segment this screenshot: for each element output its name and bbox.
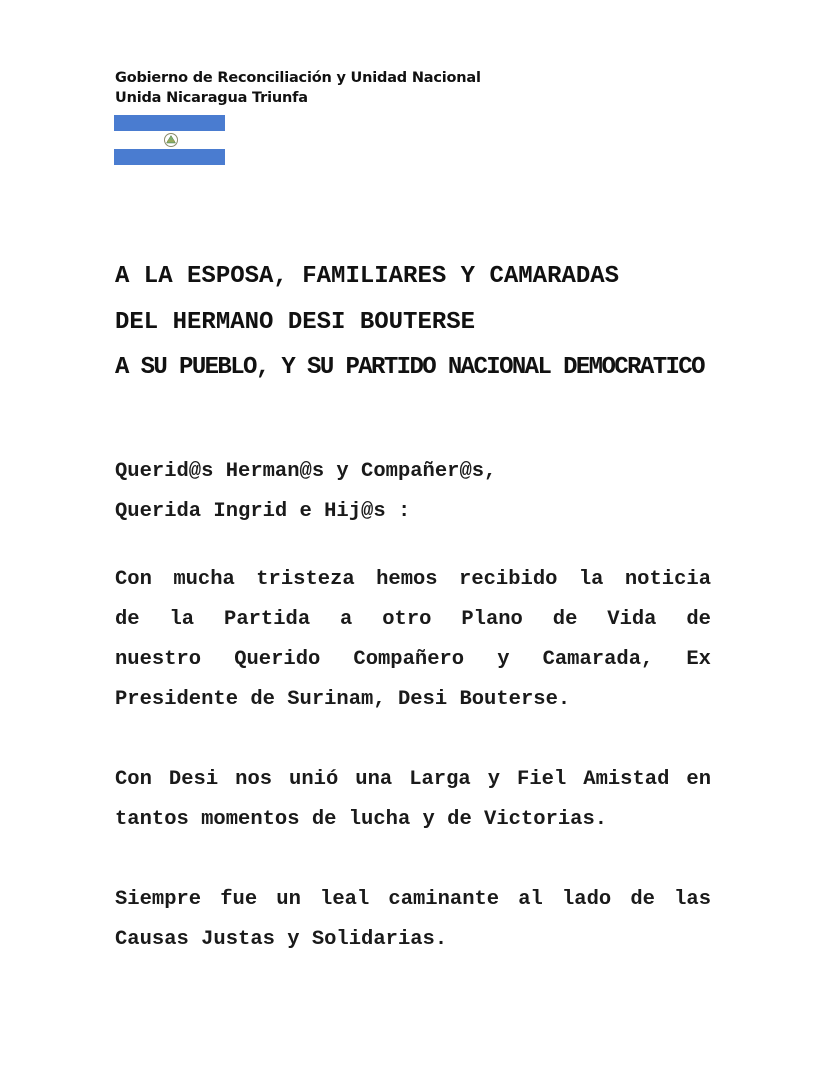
paragraph-line: Causas Justas y Solidarias. (115, 928, 448, 951)
coat-of-arms-icon (163, 132, 179, 148)
header-line-1: Gobierno de Reconciliación y Unidad Nacional (115, 70, 481, 86)
paragraph-line: Con mucha tristeza hemos recibido la noticia (115, 568, 711, 591)
paragraph-line: Con Desi nos unió una Larga y Fiel Amistad en (115, 768, 711, 791)
title-line-2: DEL HERMANO DESI BOUTERSE (115, 309, 476, 336)
government-header (115, 68, 481, 108)
paragraph-line: Siempre fue un leal caminante al lado de las (115, 888, 711, 911)
salutation-line-2: Querida Ingrid e Hij@s : (115, 500, 411, 523)
nicaragua-flag-icon (114, 115, 225, 165)
paragraph-line: nuestro Querido Compañero y Camarada, Ex (115, 648, 711, 671)
title-line-3: A SU PUEBLO, Y SU PARTIDO NACIONAL DEMOCRATICO (115, 354, 704, 381)
salutation-line-1: Querid@s Herman@s y Compañer@s, (115, 460, 497, 483)
title-line-1: A LA ESPOSA, FAMILIARES Y CAMARADAS (115, 263, 620, 290)
paragraph-line: Presidente de Surinam, Desi Bouterse. (115, 688, 571, 711)
paragraph-line: tantos momentos de lucha y de Victorias. (115, 808, 608, 831)
flag-top-band (114, 115, 225, 131)
paragraph-line: de la Partida a otro Plano de Vida de (115, 608, 711, 631)
header-line-2: Unida Nicaragua Triunfa (115, 90, 308, 106)
flag-bottom-band (114, 149, 225, 165)
